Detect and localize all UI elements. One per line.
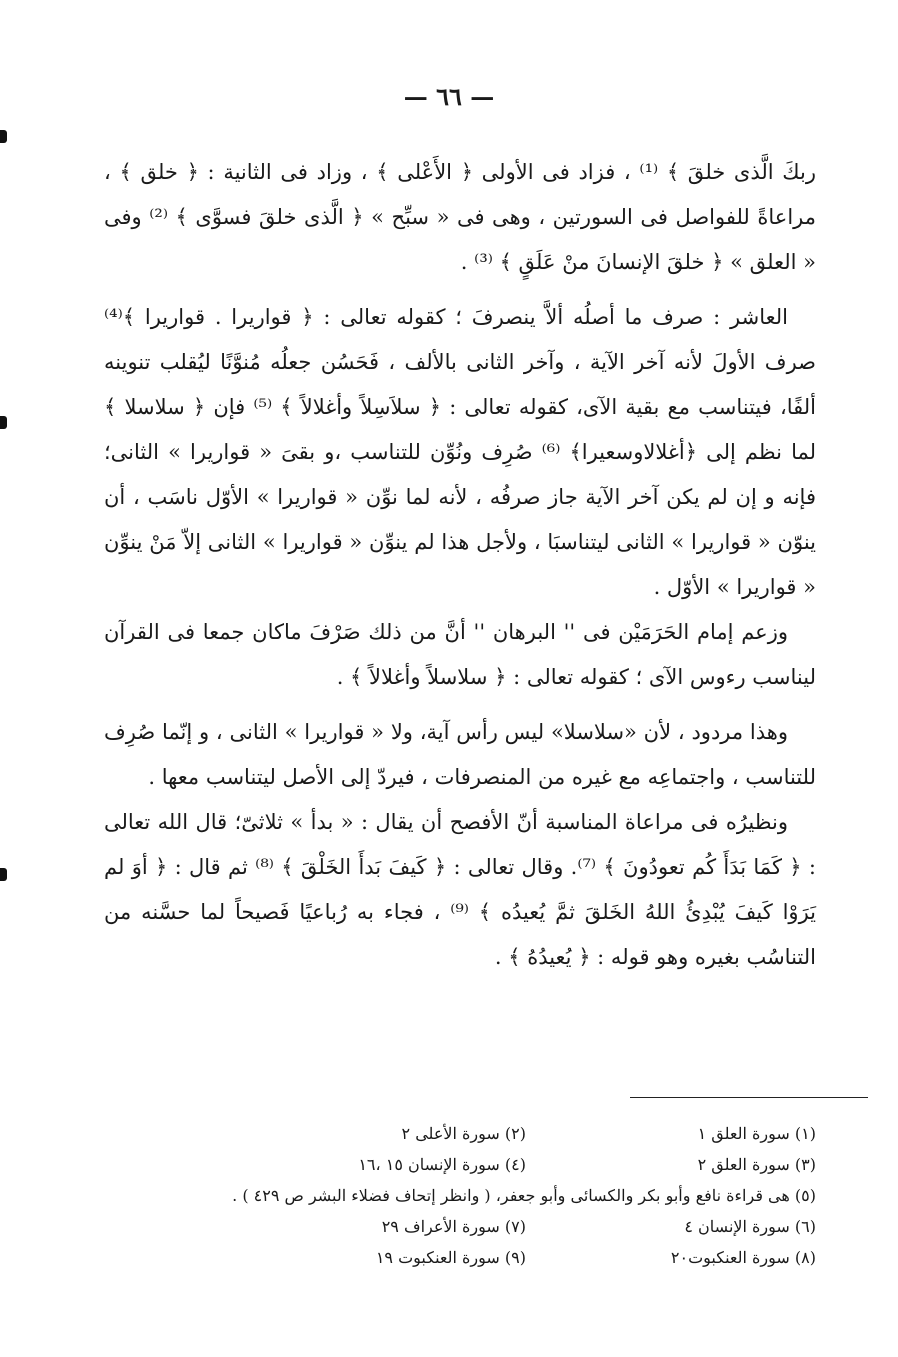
footnote: (٢) سورة الأعلى ٢ bbox=[401, 1124, 526, 1143]
footnote: (١) سورة العلق ١ bbox=[697, 1124, 816, 1143]
edge-mark bbox=[0, 868, 7, 881]
footnote-row bbox=[110, 1211, 816, 1242]
paragraph: ونظيرُه فى مراعاة المناسبة أنّ الأفصح أن يقال : « بدأ » ثلاثىّ؛ قال الله تعالى : ﴿ كَمَا بَدَأَ كُم تعودُونَ ﴾ ⁽⁷⁾. وقال تعالى : ﴿ كَيفَ بَدأَ الخَلْقَ ﴾ ⁽⁸⁾ ثم قال : ﴿ أوَ لم يَرَوْا كَيفَ يُبْدِئُ اللهُ الخَلقَ ثمَّ يُعيدُه ﴾ ⁽⁹⁾ ، فجاء به رُباعيًا فَصيحاً لما حسَّنه من التناسُب بغيره وهو قوله : ﴿ يُعيدُهُ ﴾ . bbox=[104, 810, 816, 969]
footnote: (٣) سورة العلق ٢ bbox=[697, 1155, 816, 1174]
main-text bbox=[104, 150, 816, 980]
paragraph: ربكَ الَّذى خلقَ ﴾ ⁽¹⁾ ، فزاد فى الأولى ﴿ الأَعْلى ﴾ ، وزاد فى الثانية : ﴿ خلق ﴾ ، مراعاةً للفواصل فى السورتين ، وهى فى « سبِّح » ﴿ الَّذى خلقَ فسوَّى ﴾ ⁽²⁾ وفى « العلق » ﴿ خلقَ الإنسانَ منْ عَلَقٍ ﴾ ⁽³⁾ . bbox=[104, 160, 816, 274]
footnote: (٩) سورة العنكبوت ١٩ bbox=[375, 1248, 526, 1267]
footnote: (٦) سورة الإنسان ٤ bbox=[684, 1217, 816, 1236]
footnote: (٨) سورة العنكبوت٢٠ bbox=[670, 1248, 816, 1267]
paragraph: وزعم إمام الحَرَمَيْن فى '' البرهان '' أنَّ من ذلك صَرْفَ ماكان جمعا فى القرآن ليناسب رءوس الآى ؛ كقوله تعالى : ﴿ سلاسلاً وأغلالاً ﴾ . bbox=[104, 620, 816, 689]
footnote-divider bbox=[630, 1097, 868, 1098]
paragraph: وهذا مردود ، لأن «سلاسلا» ليس رأس آية، ولا « قواريرا » الثانى ، و إنّما صُرِف للتناسب ، واجتماعِه مع غيره من المنصرفات ، فيردّ إلى الأصل ليتناسب معها . bbox=[104, 720, 816, 789]
page-number: — ٦٦ — bbox=[403, 82, 495, 111]
footnote-row bbox=[110, 1118, 816, 1149]
edge-mark bbox=[0, 416, 7, 429]
footnote-row bbox=[110, 1149, 816, 1180]
footnote-row bbox=[110, 1242, 816, 1273]
edge-mark bbox=[0, 130, 7, 143]
footnote: (٥) هى قراءة نافع وأبو بكر والكسائى وأبو جعفر، ( وانظر إتحاف فضلاء البشر ص ٤٢٩ ) . bbox=[232, 1186, 816, 1205]
footnotes bbox=[110, 1118, 816, 1273]
footnote: (٤) سورة الإنسان ١٥ ،١٦ bbox=[358, 1155, 526, 1174]
footnote: (٧) سورة الأعراف ٢٩ bbox=[381, 1217, 526, 1236]
paragraph: العاشر : صرف ما أصلُه ألاَّ ينصرفَ ؛ كقوله تعالى : ﴿ قواريرا . قواريرا ﴾⁽⁴⁾ صرف الأولَ لأنه آخر الآية ، وآخر الثانى بالألف ، فَحَسُن جعلُه مُنوَّنًا ليُقلب تنوينه ألفًا، فيتناسب مع بقية الآى، كقوله تعالى : ﴿ سلاَسِلاً وأغلالاً ﴾ ⁽⁵⁾ فإن ﴿ سلاسلا ﴾ لما نظم إلى ﴿أغلالاوسعيرا﴾ ⁽⁶⁾ صُرِف ونُوِّن للتناسب ،و بقىَ « قواريرا » الثانى؛فإنه و إن لم يكن آخر الآية جاز صرفُه ، لأنه لما نوِّن « قواريرا » الأوّل ناسَب ، أن ينوّن « قواريرا » الثانى ليتناسبَا ، ولأجل هذا لم ينوِّن « قواريرا » الثانى إلاّ مَنْ ينوِّن « قواريرا » الأوّل . bbox=[104, 305, 817, 599]
